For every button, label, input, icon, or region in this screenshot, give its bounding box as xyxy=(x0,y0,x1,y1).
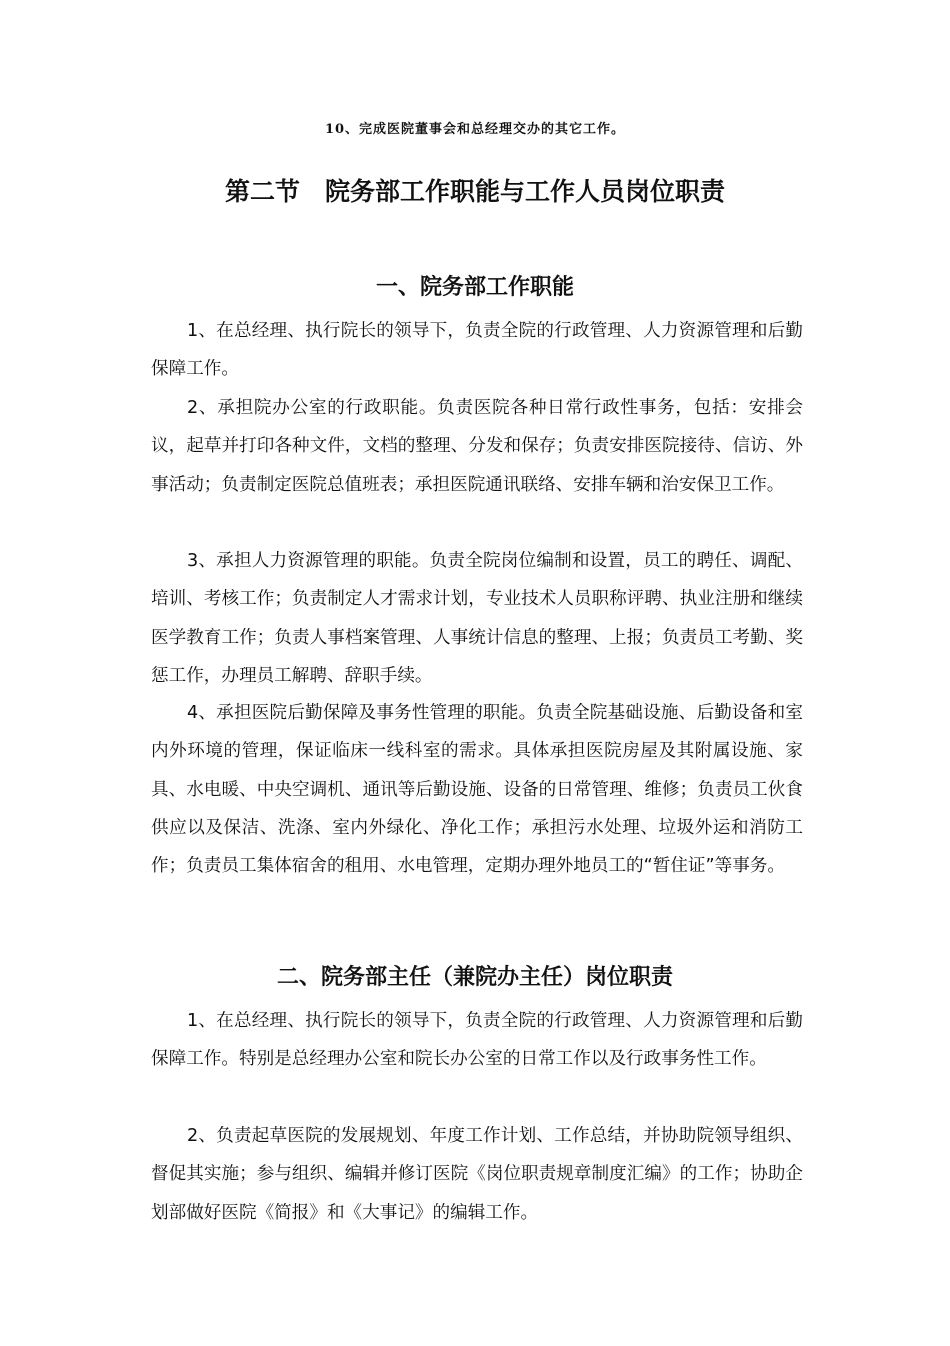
functions-paragraph-1: 1、在总经理、执行院长的领导下，负责全院的行政管理、人力资源管理和后勤保障工作。 xyxy=(151,321,803,380)
section-title: 第二节 院务部工作职能与工作人员岗位职责 xyxy=(224,177,725,206)
carry-over-line: 10、完成医院董事会和总经理交办的其它工作。 xyxy=(324,122,626,137)
subsection-heading-functions: 一、院务部工作职能 xyxy=(375,275,574,300)
director-duties-paragraph-1: 1、在总经理、执行院长的领导下，负责全院的行政管理、人力资源管理和后勤保障工作。特别是总经理办公室和院长办公室的日常工作以及行政事务性工作。 xyxy=(151,1011,803,1070)
functions-paragraph-2: 2、承担院办公室的行政职能。负责医院各种日常行政性事务，包括：安排会议，起草并打印各种文件，文档的整理、分发和保存；负责安排医院接待、信访、外事活动；负责制定医院总值班表；承担医院通讯联络、安排车辆和治安保卫工作。 xyxy=(151,398,803,495)
subsection-heading-director-duties: 二、院务部主任（兼院办主任）岗位职责 xyxy=(276,965,673,990)
director-duties-paragraph-2: 2、负责起草医院的发展规划、年度工作计划、工作总结，并协助院领导组织、督促其实施；参与组织、编辑并修订医院《岗位职责规章制度汇编》的工作；协助企划部做好医院《简报》和《大事记》的编辑工作。 xyxy=(151,1126,803,1223)
functions-paragraph-4: 4、承担医院后勤保障及事务性管理的职能。负责全院基础设施、后勤设备和室内外环境的管理，保证临床一线科室的需求。具体承担医院房屋及其附属设施、家具、水电暖、中央空调机、通讯等后勤设施、设备的日常管理、维修；负责员工伙食供应以及保洁、洗涤、室内外绿化、净化工作；承担污水处理、垃圾外运和消防工作；负责员工集体宿舍的租用、水电管理，定期办理外地员工的“暂住证”等事务。 xyxy=(151,703,803,877)
functions-paragraph-3: 3、承担人力资源管理的职能。负责全院岗位编制和设置，员工的聘任、调配、培训、考核工作；负责制定人才需求计划，专业技术人员职称评聘、执业注册和继续医学教育工作；负责人事档案管理、人事统计信息的整理、上报；负责员工考勤、奖惩工作，办理员工解聘、辞职手续。 xyxy=(151,551,803,686)
